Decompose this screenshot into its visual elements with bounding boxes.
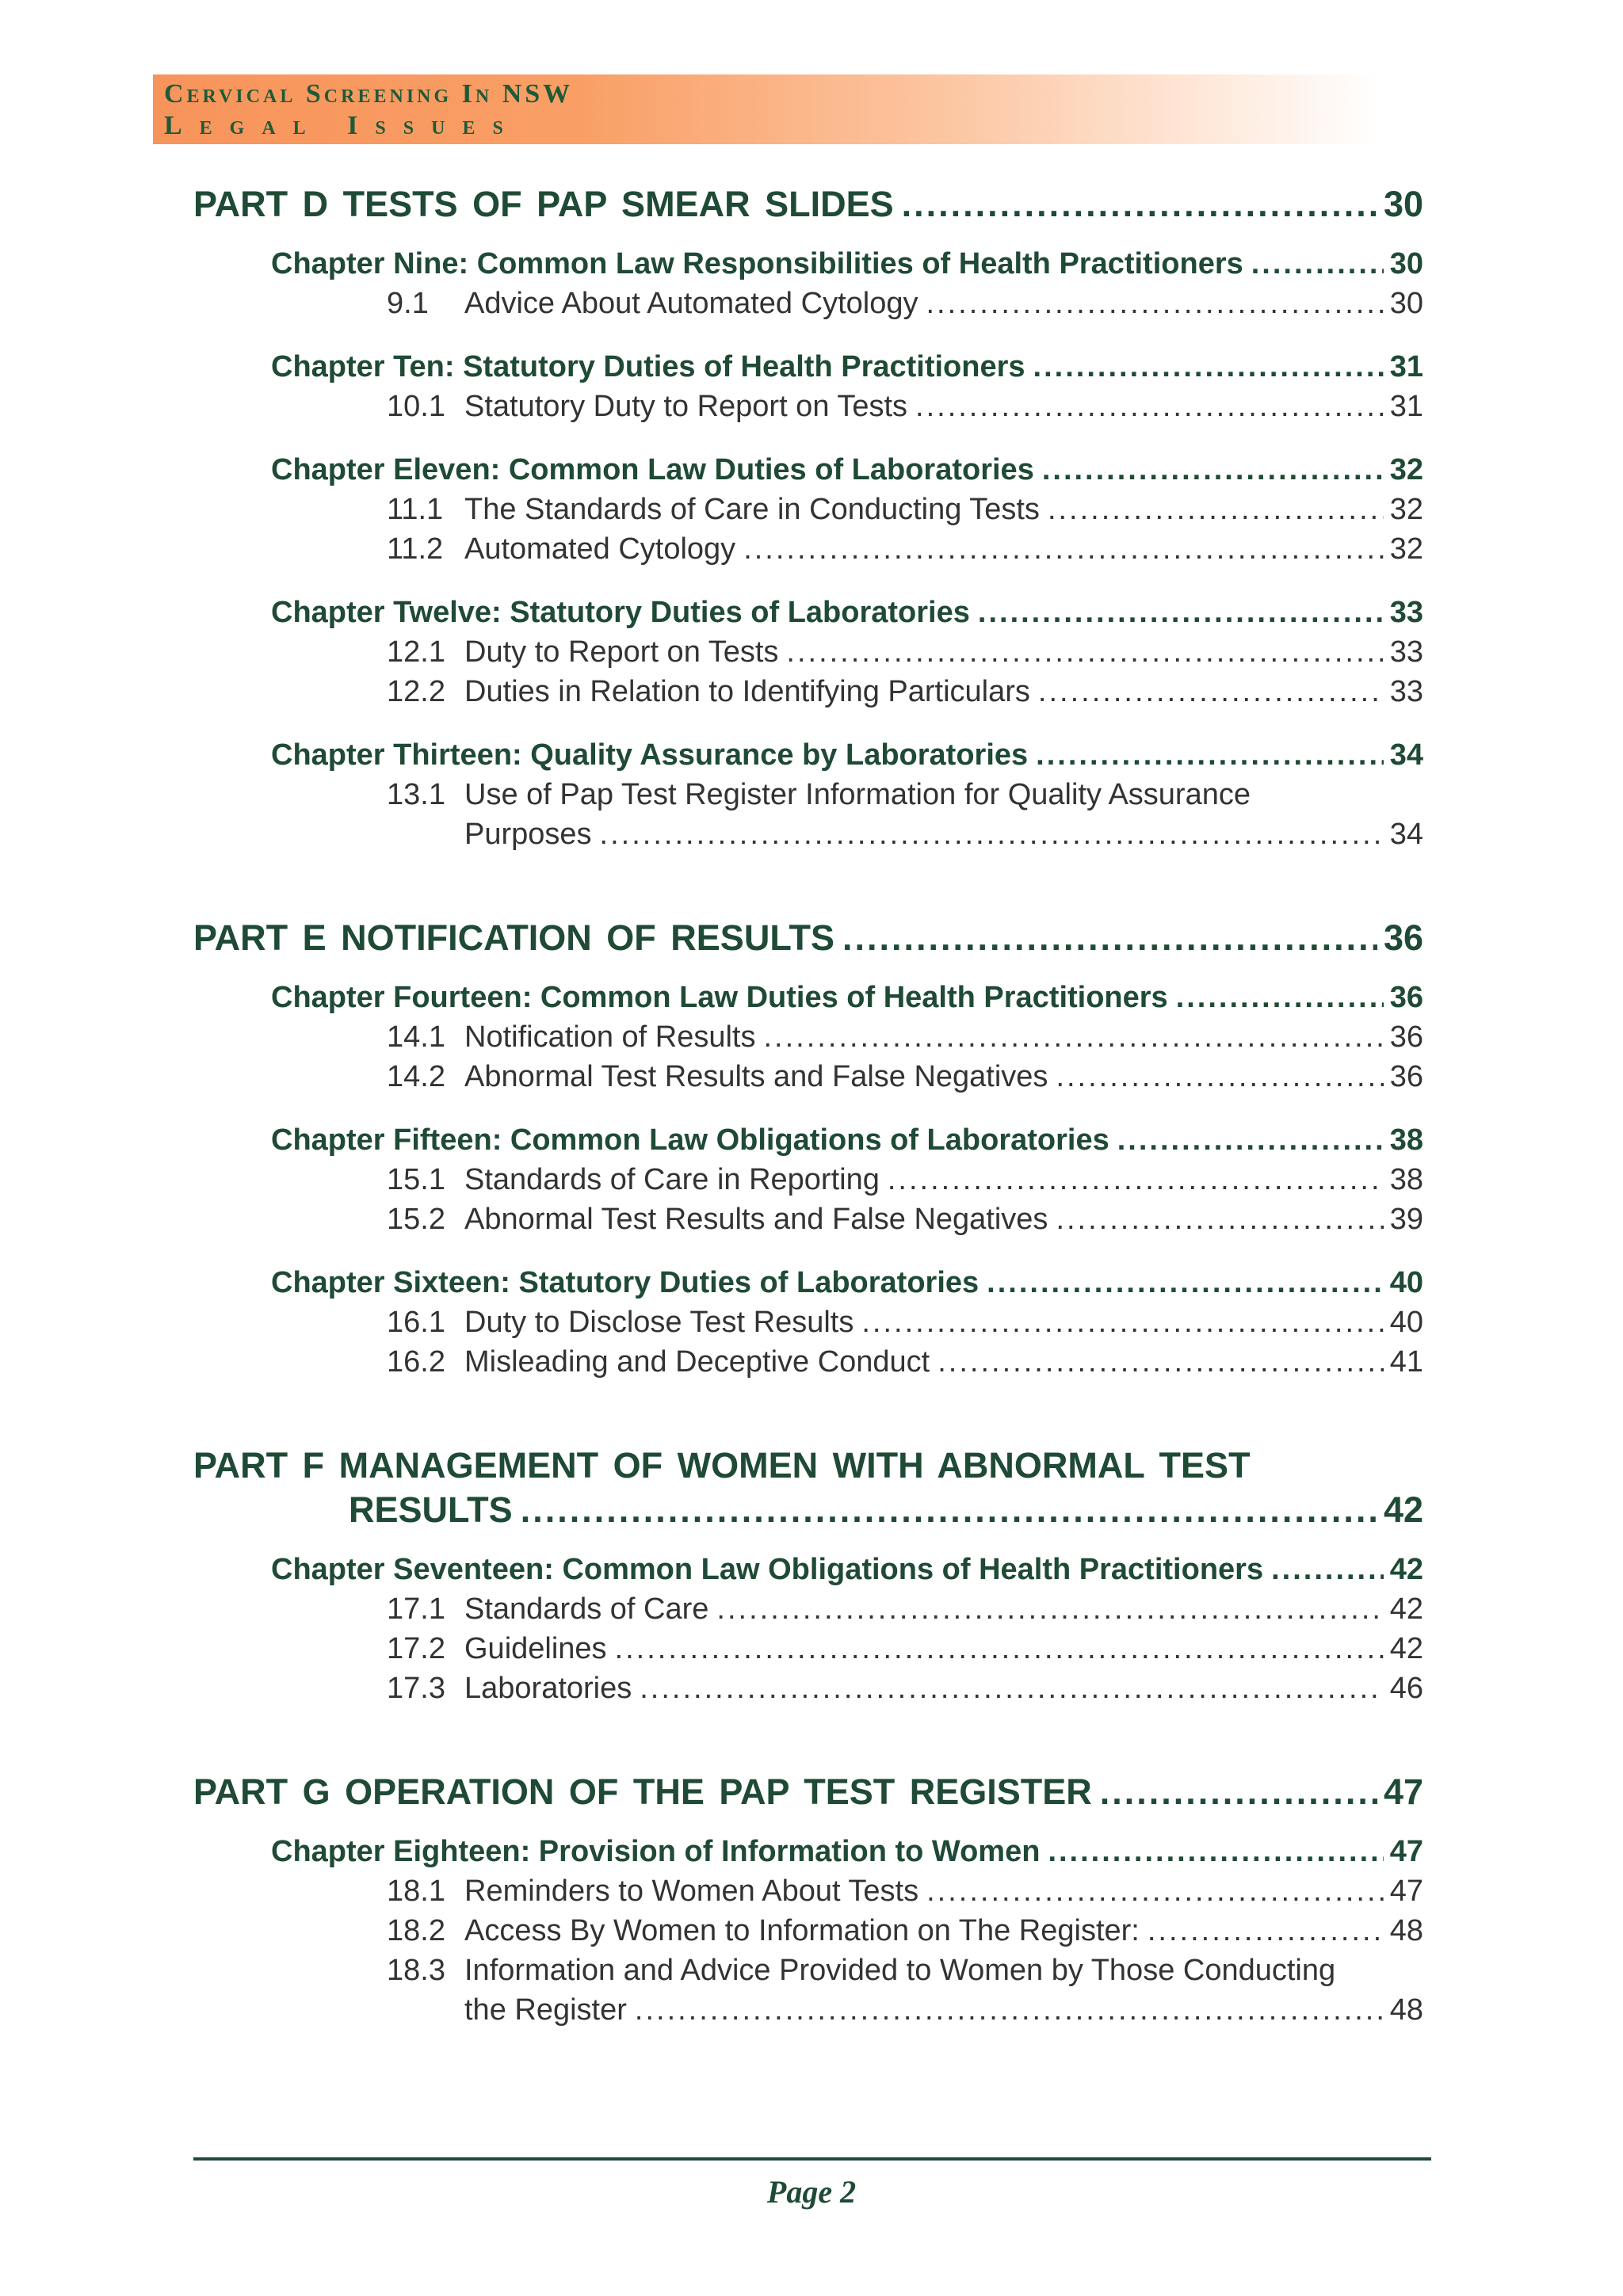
toc-chapter-ten[interactable]	[271, 347, 1423, 387]
section-number: 18.2	[387, 1914, 445, 1947]
section-number: 10.1	[387, 390, 445, 423]
page-number: 32	[1389, 532, 1423, 566]
toc-chapter-fifteen[interactable]	[271, 1120, 1423, 1160]
toc-chapter-eighteen[interactable]	[271, 1832, 1423, 1871]
page-number: 33	[1389, 675, 1423, 708]
page-number: 32	[1389, 493, 1423, 526]
toc-section[interactable]	[387, 490, 1423, 529]
dot-leader	[861, 1302, 1383, 1342]
page-number: 30	[1389, 247, 1423, 280]
page-number: 47	[1389, 1835, 1423, 1868]
dot-leader	[926, 284, 1383, 323]
dot-leader	[635, 1990, 1384, 2030]
page-number: 42	[1389, 1553, 1423, 1586]
dot-leader	[1117, 1120, 1384, 1160]
section-number: 12.2	[387, 675, 445, 708]
toc-section[interactable]	[387, 1871, 1423, 1911]
page-number: 30	[1383, 184, 1423, 224]
section-number: 11.2	[387, 532, 444, 566]
page-number: 32	[1389, 453, 1423, 486]
page-number: 38	[1389, 1163, 1423, 1196]
dot-leader	[1056, 1199, 1383, 1239]
page-number: 40	[1389, 1306, 1423, 1339]
page-number: 42	[1389, 1632, 1423, 1665]
dot-leader	[1251, 244, 1384, 284]
dot-leader	[600, 814, 1384, 854]
dot-leader	[987, 1263, 1384, 1302]
section-title: Misleading and Deceptive Conduct	[464, 1345, 930, 1379]
section-number: 18.3	[387, 1954, 445, 1987]
section-number: 18.1	[387, 1875, 445, 1908]
section-title: Automated Cytology	[464, 532, 736, 566]
toc-chapter-thirteen[interactable]	[271, 735, 1423, 775]
part-title: PART D TESTS OF PAP SMEAR SLIDES	[193, 184, 894, 224]
section-number: 15.2	[387, 1203, 445, 1236]
header-title: Cervical Screening In NSW	[164, 79, 574, 109]
dot-leader	[786, 632, 1383, 672]
toc-chapter-eleven[interactable]	[271, 450, 1423, 490]
toc-part-f[interactable]	[193, 1444, 1423, 1532]
section-number: 16.2	[387, 1345, 445, 1379]
chapter-title: Chapter Twelve: Statutory Duties of Laboratories	[271, 596, 970, 629]
dot-leader	[1038, 672, 1384, 711]
chapter-title: Chapter Fifteen: Common Law Obligations of Laboratories	[271, 1123, 1109, 1157]
toc-section[interactable]	[387, 1160, 1423, 1199]
section-number: 12.1	[387, 635, 445, 669]
dot-leader	[1100, 1770, 1377, 1814]
page-number: 34	[1389, 818, 1423, 851]
toc-section[interactable]	[387, 387, 1423, 426]
section-number: 11.1	[387, 493, 444, 526]
page-number: 30	[1389, 287, 1423, 320]
section-title: Guidelines	[464, 1632, 607, 1665]
page-number: 47	[1389, 1875, 1423, 1908]
section-title: Abnormal Test Results and False Negatives	[464, 1203, 1048, 1236]
chapter-title: Chapter Eleven: Common Law Duties of Laboratories	[271, 453, 1034, 486]
page-number: 39	[1389, 1203, 1423, 1236]
page-number: 34	[1389, 738, 1423, 772]
section-number: 17.3	[387, 1672, 445, 1705]
dot-leader	[842, 916, 1377, 960]
page-number: 48	[1389, 1993, 1423, 2027]
chapter-title: Chapter Nine: Common Law Responsibilities of Health Practitioners	[271, 247, 1243, 280]
page-number: 47	[1383, 1772, 1423, 1812]
toc-chapter-nine[interactable]	[271, 244, 1423, 284]
section-title-line2: Purposes	[464, 818, 592, 851]
page-number: 40	[1389, 1266, 1423, 1299]
dot-leader	[1033, 347, 1384, 387]
dot-leader	[1148, 1911, 1384, 1951]
dot-leader	[521, 1488, 1377, 1532]
chapter-title: Chapter Fourteen: Common Law Duties of Health Practitioners	[271, 981, 1168, 1014]
part-title: PART E NOTIFICATION OF RESULTS	[193, 917, 834, 958]
dot-leader	[764, 1017, 1384, 1057]
toc-part-e[interactable]	[193, 916, 1423, 960]
section-title: Abnormal Test Results and False Negatives	[464, 1060, 1048, 1093]
section-title: Laboratories	[464, 1672, 632, 1705]
page-number: 42	[1383, 1489, 1423, 1530]
section-number: 17.1	[387, 1592, 445, 1626]
dot-leader	[1056, 1057, 1383, 1097]
dot-leader	[1042, 450, 1384, 490]
section-title-line2: the Register	[464, 1993, 627, 2027]
dot-leader	[1048, 1832, 1383, 1871]
toc-section[interactable]	[387, 1911, 1423, 1951]
dot-leader	[915, 387, 1384, 426]
toc-section[interactable]	[387, 1589, 1423, 1629]
section-number: 9.1	[387, 287, 429, 320]
toc-chapter-sixteen[interactable]	[271, 1263, 1423, 1302]
chapter-title: Chapter Eighteen: Provision of Information to Women	[271, 1835, 1041, 1868]
dot-leader	[640, 1669, 1383, 1708]
footer-divider	[193, 2157, 1431, 2161]
toc-section[interactable]	[387, 1057, 1423, 1097]
section-title: Notification of Results	[464, 1020, 756, 1054]
dot-leader	[938, 1342, 1383, 1382]
dot-leader	[716, 1589, 1383, 1629]
toc-section[interactable]	[387, 1342, 1423, 1382]
toc-section[interactable]	[387, 1017, 1423, 1057]
page-number: 33	[1389, 635, 1423, 669]
toc-section[interactable]	[387, 1669, 1423, 1708]
toc-section[interactable]	[387, 1199, 1423, 1239]
page-number: 36	[1383, 917, 1423, 958]
header-banner	[153, 74, 1379, 144]
dot-leader	[1036, 735, 1384, 775]
section-number: 16.1	[387, 1306, 445, 1339]
toc-section[interactable]	[387, 529, 1423, 569]
dot-leader	[978, 593, 1384, 632]
section-title: Access By Women to Information on The Register:	[464, 1914, 1140, 1947]
part-title-line1: PART F MANAGEMENT OF WOMEN WITH ABNORMAL TEST	[193, 1445, 1251, 1486]
toc-chapter-twelve[interactable]	[271, 593, 1423, 632]
page-number: 36	[1389, 1060, 1423, 1093]
toc-part-g[interactable]	[193, 1770, 1423, 1814]
part-title: PART G OPERATION OF THE PAP TEST REGISTER	[193, 1772, 1092, 1812]
section-title: Duty to Disclose Test Results	[464, 1306, 854, 1339]
section-title: Duties in Relation to Identifying Particulars	[464, 675, 1030, 708]
toc-section[interactable]	[387, 775, 1423, 854]
section-number: 17.2	[387, 1632, 445, 1665]
page-number: 36	[1389, 981, 1423, 1014]
toc-part-d[interactable]	[193, 182, 1423, 227]
section-title: Advice About Automated Cytology	[464, 287, 918, 320]
dot-leader	[1048, 490, 1384, 529]
dot-leader	[1271, 1550, 1384, 1589]
dot-leader	[926, 1871, 1384, 1911]
table-of-contents	[193, 182, 1423, 2030]
section-title: The Standards of Care in Conducting Tests	[464, 493, 1040, 526]
part-title-line2: RESULTS	[349, 1489, 513, 1530]
page-number: 48	[1389, 1914, 1423, 1947]
page-number: 31	[1389, 390, 1423, 423]
dot-leader	[902, 182, 1377, 227]
toc-section[interactable]	[387, 1951, 1423, 2030]
dot-leader	[743, 529, 1384, 569]
section-title-line1: Information and Advice Provided to Women by Those Conducting	[464, 1954, 1336, 1987]
section-title-line1: Use of Pap Test Register Information for Quality Assurance	[464, 778, 1251, 811]
section-title: Reminders to Women About Tests	[464, 1875, 919, 1908]
page-number: 41	[1389, 1345, 1423, 1379]
chapter-title: Chapter Sixteen: Statutory Duties of Laboratories	[271, 1266, 980, 1299]
section-number: 14.2	[387, 1060, 445, 1093]
page-number: 31	[1389, 350, 1423, 383]
page-number: 42	[1389, 1592, 1423, 1626]
toc-section[interactable]	[387, 1302, 1423, 1342]
section-number: 13.1	[387, 778, 445, 811]
chapter-title: Chapter Thirteen: Quality Assurance by Laboratories	[271, 738, 1029, 772]
page-number: 36	[1389, 1020, 1423, 1054]
dot-leader	[615, 1629, 1384, 1669]
section-number: 15.1	[387, 1163, 445, 1196]
chapter-title: Chapter Seventeen: Common Law Obligations of Health Practitioners	[271, 1553, 1264, 1586]
page-number-footer: Page 2	[766, 2174, 857, 2210]
section-number: 14.1	[387, 1020, 445, 1054]
section-title: Statutory Duty to Report on Tests	[464, 390, 908, 423]
header-subtitle: Legal Issues	[164, 111, 521, 140]
toc-section[interactable]	[387, 284, 1423, 323]
toc-section[interactable]	[387, 672, 1423, 711]
dot-leader	[1176, 978, 1384, 1017]
toc-chapter-seventeen[interactable]	[271, 1550, 1423, 1589]
page-number: 33	[1389, 596, 1423, 629]
section-title: Standards of Care in Reporting	[464, 1163, 880, 1196]
section-title: Standards of Care	[464, 1592, 709, 1626]
section-title: Duty to Report on Tests	[464, 635, 779, 669]
page-number: 46	[1389, 1672, 1423, 1705]
toc-chapter-fourteen[interactable]	[271, 978, 1423, 1017]
dot-leader	[888, 1160, 1384, 1199]
toc-section[interactable]	[387, 1629, 1423, 1669]
toc-section[interactable]	[387, 632, 1423, 672]
chapter-title: Chapter Ten: Statutory Duties of Health Practitioners	[271, 350, 1025, 383]
page-number: 38	[1389, 1123, 1423, 1157]
